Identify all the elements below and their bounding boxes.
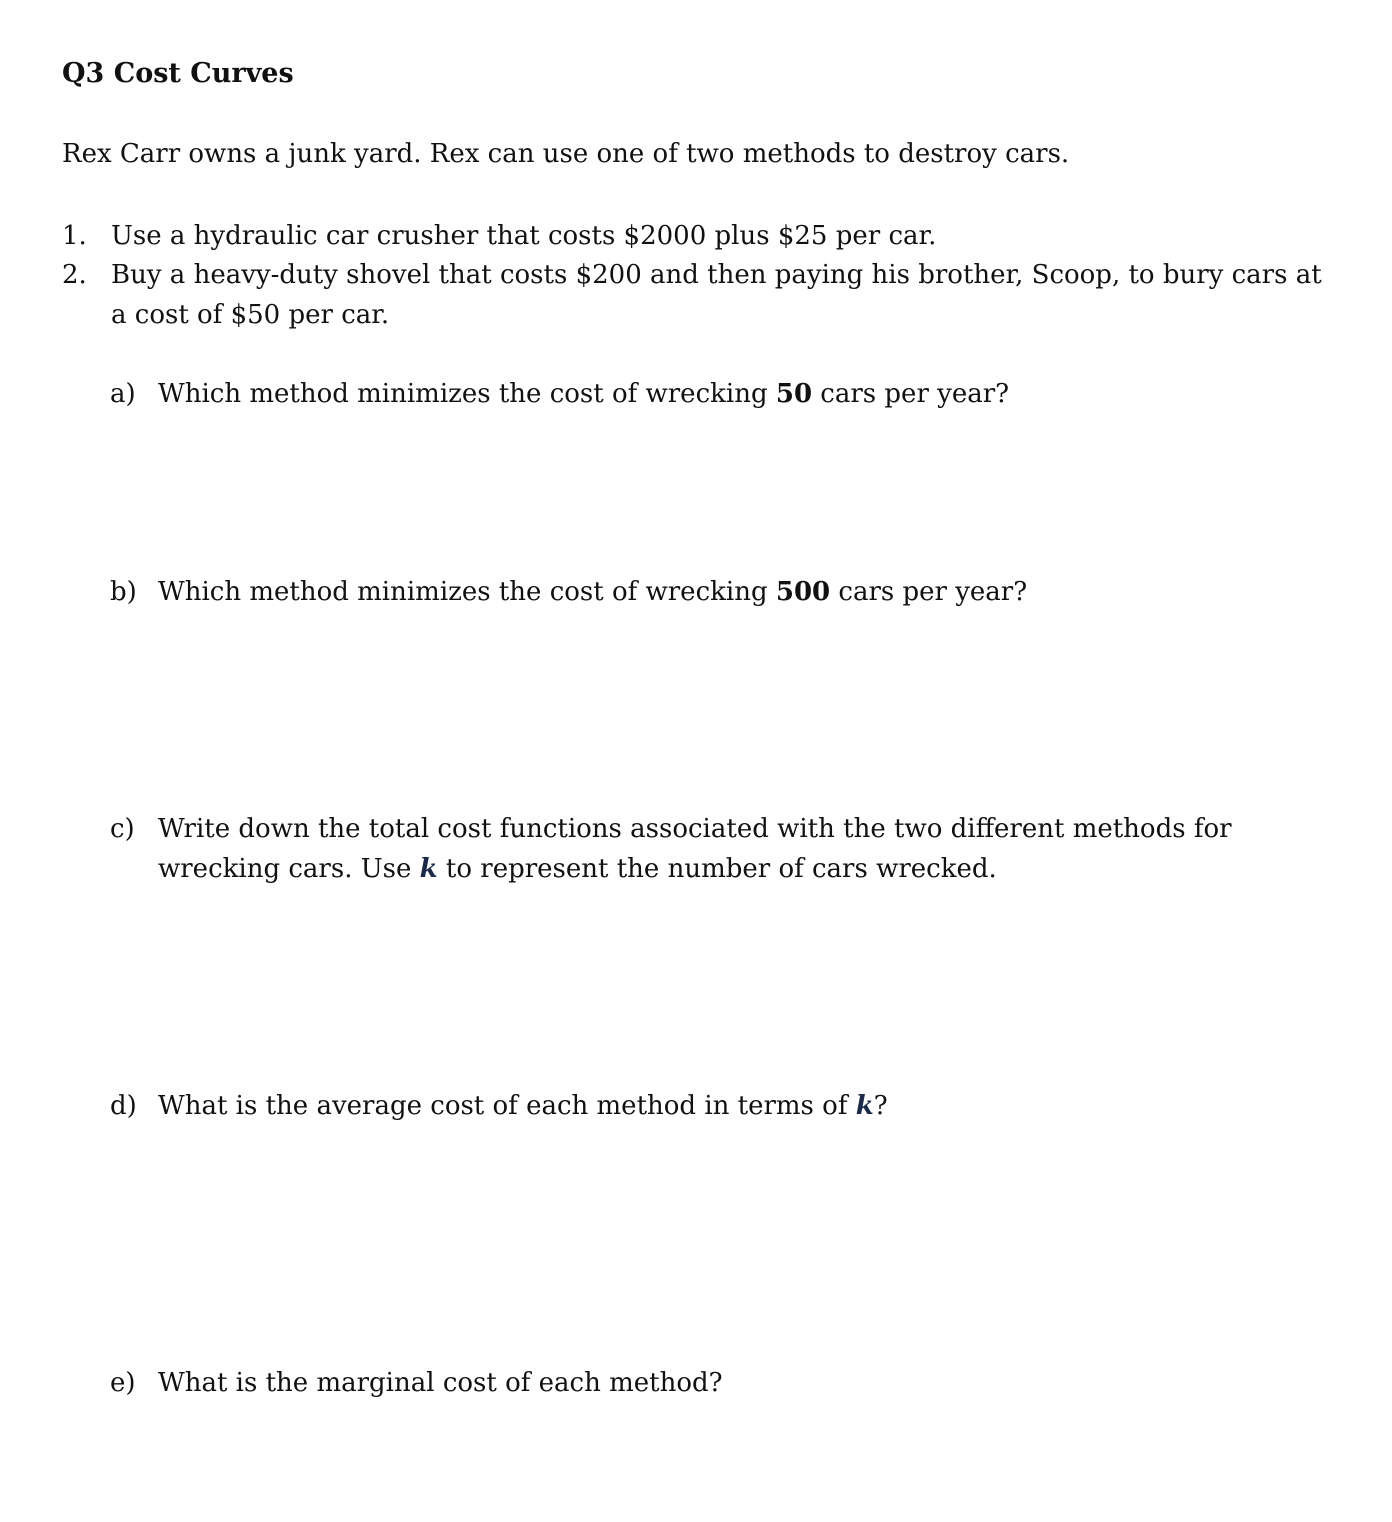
page-title: Q3 Cost Curves	[62, 58, 294, 89]
intro-paragraph: Rex Carr owns a junk yard. Rex can use one of two methods to destroy cars.	[62, 139, 1070, 169]
question-text: What is the marginal cost of each method?	[158, 1368, 723, 1398]
method-number: 2.	[62, 260, 87, 290]
method-number: 1.	[62, 221, 87, 251]
question-text-part: cars per year?	[830, 577, 1028, 607]
question-label: e)	[110, 1368, 136, 1398]
question-text	[158, 572, 1318, 612]
variable-k: k	[855, 1091, 874, 1121]
method-text: Buy a heavy-duty shovel that costs $200 and then paying his brother, Scoop, to bury cars at a cost of $50 per car.	[111, 260, 1322, 330]
method-text: Use a hydraulic car crusher that costs $2000 plus $25 per car.	[111, 221, 937, 251]
question-label: c)	[110, 814, 135, 844]
question-text	[158, 374, 1318, 414]
question-text-part: What is the average cost of each method in terms of	[158, 1091, 856, 1121]
question-text	[158, 1086, 1318, 1126]
question-text-part: Which method minimizes the cost of wrecking	[158, 577, 776, 607]
question-label: a)	[110, 379, 136, 409]
question-label: d)	[110, 1091, 137, 1121]
question-text-part: Write down the total cost functions associated with the two different methods for wrecking cars. Use	[158, 814, 1232, 884]
question-text-part: ?	[873, 1091, 888, 1121]
question-text	[158, 809, 1318, 889]
question-text-part: Which method minimizes the cost of wrecking	[158, 379, 776, 409]
car-count: 50	[775, 379, 813, 409]
question-label: b)	[110, 577, 137, 607]
car-count: 500	[775, 577, 831, 607]
question-text-part: to represent the number of cars wrecked.	[437, 854, 997, 884]
question-text-part: cars per year?	[812, 379, 1010, 409]
variable-k: k	[419, 854, 438, 884]
